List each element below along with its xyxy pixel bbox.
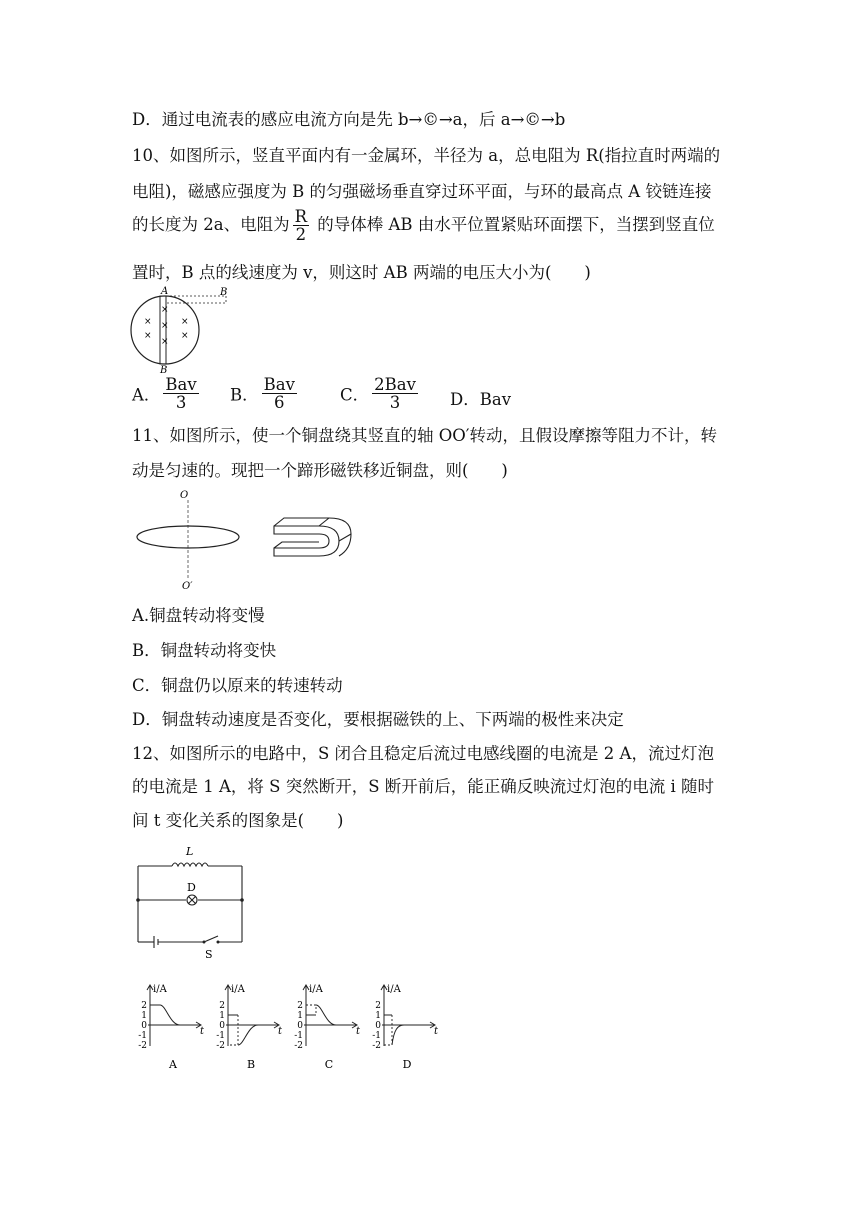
magnetic-field-cross: × — [161, 305, 169, 315]
q11-option-a: A.铜盘转动将变慢 — [132, 606, 265, 625]
graph-tick-label: 2 — [141, 1001, 147, 1011]
graph-tick-label: -2 — [138, 1041, 147, 1051]
graph-tick-label: -2 — [294, 1041, 303, 1051]
graph-x-label: t — [356, 1026, 361, 1037]
q10-stem-line2: 电阻)，磁感应强度为 B 的匀强磁场垂直穿过环平面，与环的最高点 A 铰链连接 — [132, 182, 712, 201]
q11-stem-line2: 动是匀速的。现把一个蹄形磁铁移近铜盘，则( ) — [132, 461, 508, 480]
graph-tick-label: 2 — [297, 1001, 303, 1011]
point-b-top-label: B — [220, 287, 228, 298]
lamp-label: D — [187, 881, 196, 894]
q10-stem-line4: 置时，B 点的线速度为 v，则这时 AB 两端的电压大小为( ) — [132, 263, 591, 282]
graph-tick-label: 1 — [297, 1011, 303, 1021]
fraction-numerator: Bav — [263, 375, 295, 394]
fraction-denominator: 2 — [295, 225, 307, 244]
option-c-fraction — [372, 376, 418, 411]
q11-stem-line1: 11、如图所示，使一个铜盘绕其竖直的轴 OO′转动，且假设摩擦等阻力不计，转 — [132, 426, 718, 445]
horseshoe-magnet — [274, 518, 351, 556]
graph-tick-label: 1 — [375, 1011, 381, 1021]
q12-stem-line2: 的电流是 1 A，将 S 突然断开，S 断开前后，能正确反映流过灯泡的电流 i 随时 — [132, 777, 715, 796]
q12-stem-line3: 间 t 变化关系的图象是( ) — [132, 811, 344, 830]
graph-name-label: C — [324, 1058, 334, 1071]
inductor-coil — [172, 863, 208, 866]
graph-tick-label: 0 — [219, 1021, 225, 1031]
graph-tick-label: 1 — [141, 1011, 147, 1021]
option-b-fraction — [262, 376, 297, 411]
graph-tick-label: -2 — [372, 1041, 381, 1051]
point-a-label: A — [161, 286, 169, 297]
magnetic-field-cross: × — [144, 317, 152, 327]
q10-ring-figure — [128, 284, 238, 378]
magnetic-field-cross: × — [161, 321, 169, 331]
option-a-label: A． — [132, 385, 161, 405]
option-b-label: B． — [230, 385, 259, 405]
current-curve-dashed — [384, 1015, 392, 1045]
fraction-denominator: 6 — [274, 393, 285, 412]
magnetic-field-cross: × — [181, 317, 189, 327]
q12-graphs — [130, 982, 470, 1078]
graph-name-label: D — [402, 1058, 412, 1071]
graph-tick-label: -1 — [294, 1031, 303, 1041]
current-curve — [150, 1005, 180, 1025]
q9-option-d: D．通过电流表的感应电流方向是先 b→©→a，后 a→©→b — [132, 110, 566, 129]
graph-y-label: i/A — [153, 984, 167, 995]
q11-copper-disc-figure — [134, 486, 364, 598]
magnetic-field-cross: × — [161, 337, 169, 347]
q11-option-d: D．铜盘转动速度是否变化，要根据磁铁的上、下两端的极性来决定 — [132, 710, 624, 729]
fraction-numerator: Bav — [165, 375, 197, 394]
switch-symbol — [204, 936, 218, 942]
q10-option-a — [132, 376, 202, 411]
graph-tick-label: 0 — [297, 1021, 303, 1031]
fraction-denominator: 3 — [389, 393, 401, 412]
current-curve-decay — [316, 1005, 336, 1025]
q10-option-c — [340, 376, 421, 411]
option-a-fraction — [163, 376, 198, 411]
graph-tick-label: 2 — [219, 1001, 225, 1011]
q12-circuit-diagram — [132, 842, 252, 968]
graph-tick-label: -2 — [216, 1041, 225, 1051]
magnetic-field-cross: × — [144, 331, 152, 341]
graph-x-label: t — [278, 1026, 283, 1037]
graph-name-label: B — [246, 1058, 256, 1071]
graph-y-label: i/A — [387, 984, 401, 995]
fraction-numerator: R — [294, 207, 308, 226]
current-curve-decay — [238, 1025, 258, 1045]
q10-line3-pre: 的长度为 2a、电阻为 — [132, 215, 290, 234]
option-c-label: C． — [340, 385, 370, 405]
graph-y-label: i/A — [309, 984, 323, 995]
current-curve-decay — [392, 1025, 404, 1045]
switch-label: S — [205, 948, 213, 961]
current-curve-dashed — [306, 1005, 316, 1015]
graph-tick-label: -1 — [372, 1031, 381, 1041]
graph-tick-label: -1 — [216, 1031, 225, 1041]
q10-stem-line3 — [132, 208, 715, 243]
graph-x-label: t — [434, 1026, 439, 1037]
fraction-denominator: 3 — [175, 393, 187, 412]
q11-option-b: B．铜盘转动将变快 — [132, 641, 277, 660]
graph-x-label: t — [200, 1026, 205, 1037]
graph-tick-label: 1 — [219, 1011, 225, 1021]
axis-o-prime-label: O′ — [182, 581, 193, 592]
graph-tick-label: 0 — [141, 1021, 147, 1031]
graph-name-label: A — [169, 1058, 177, 1071]
q10-option-d: D．Bav — [450, 390, 512, 409]
current-curve-dashed — [228, 1015, 238, 1045]
fraction-numerator: 2Bav — [374, 375, 416, 394]
graph-tick-label: 2 — [375, 1001, 381, 1011]
inductor-label: L — [186, 845, 194, 858]
q11-option-c: C．铜盘仍以原来的转速转动 — [132, 676, 343, 695]
q10-stem-line1: 10、如图所示，竖直平面内有一金属环，半径为 a，总电阻为 R(指拉直时两端的 — [132, 146, 721, 165]
q10-option-b — [230, 376, 300, 411]
q12-stem-line1: 12、如图所示的电路中，S 闭合且稳定后流过电感线圈的电流是 2 A，流过灯泡 — [132, 744, 714, 763]
graph-y-label: i/A — [231, 984, 245, 995]
q10-resistance-fraction — [293, 208, 309, 243]
q10-line3-post: 的导体棒 AB 由水平位置紧贴环面摆下，当摆到竖直位 — [312, 215, 715, 234]
axis-o-label: O — [180, 490, 189, 501]
magnetic-field-cross: × — [181, 331, 189, 341]
point-b-bottom-label: B — [160, 365, 168, 374]
graph-tick-label: 0 — [375, 1021, 381, 1031]
graph-tick-label: -1 — [138, 1031, 147, 1041]
